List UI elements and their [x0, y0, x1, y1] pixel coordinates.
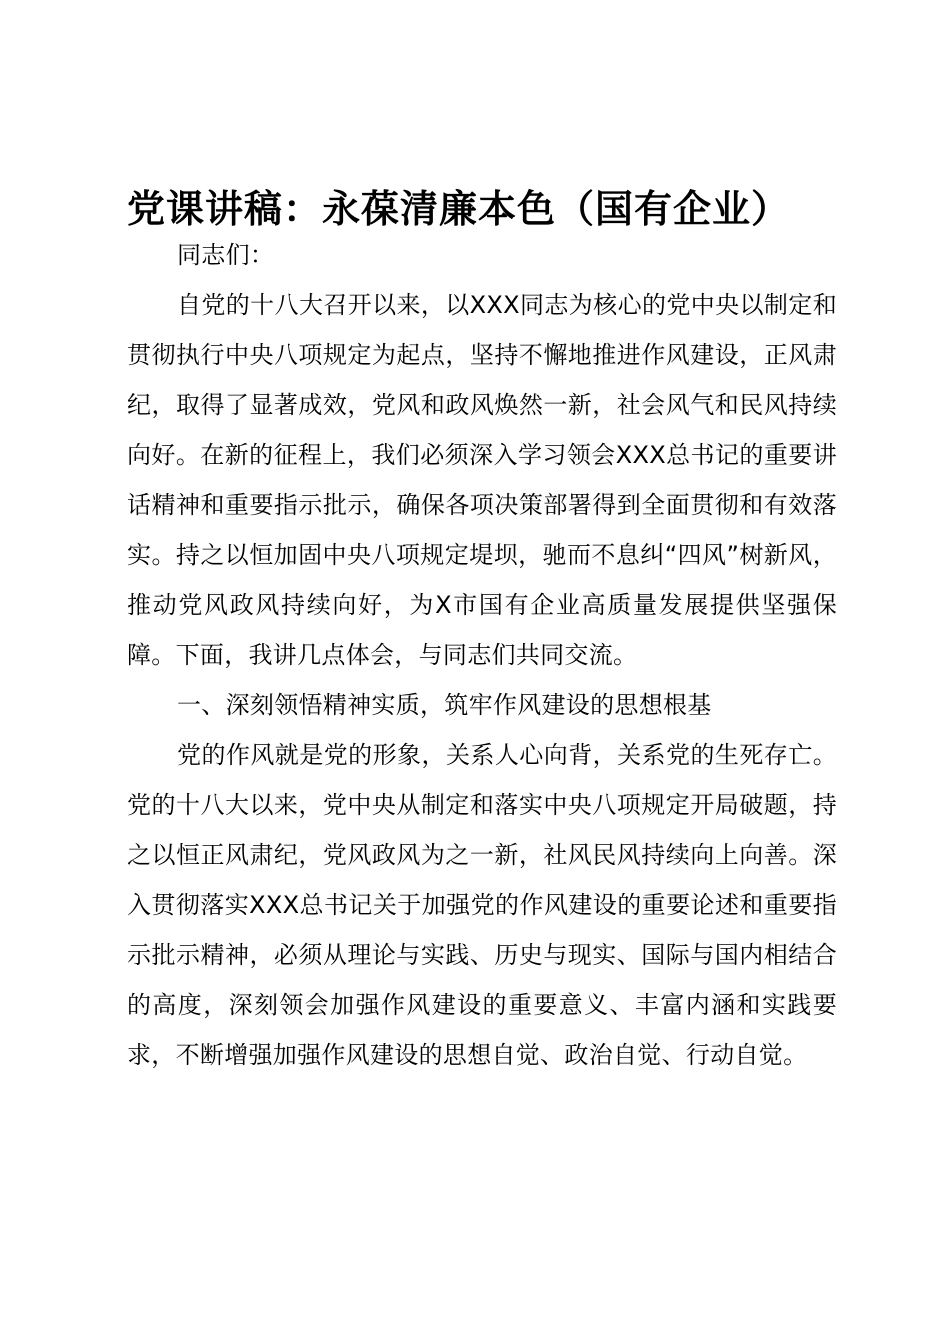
- document-title: 党课讲稿：永葆清廉本色（国有企业）: [127, 187, 791, 231]
- paragraph-intro: 自党的十八大召开以来，以XXX同志为核心的党中央以制定和贯彻执行中央八项规定为起点，坚持不懈地推进作风建设，正风肃纪，取得了显著成效，党风和政风焕然一新，社会风气和民风持续向好。在新的征程上，我们必须深入学习领会XXX总书记的重要讲话精神和重要指示批示，确保各项决策部署得到全面贯彻和有效落实。持之以恒加固中央八项规定堤坝，驰而不息纠“四风”树新风，推动党风政风持续向好，为X市国有企业高质量发展提供坚强保障。下面，我讲几点体会，与同志们共同交流。: [127, 291, 837, 669]
- document-body: [127, 230, 837, 1080]
- section-heading-1: 一、深刻领悟精神实质，筑牢作风建设的思想根基: [177, 691, 712, 719]
- paragraph-section-1: 党的作风就是党的形象，关系人心向背，关系党的生死存亡。党的十八大以来，党中央从制定和落实中央八项规定开局破题，持之以恒正风肃纪，党风政风为之一新，社风民风持续向上向善。深入贯彻落实XXX总书记关于加强党的作风建设的重要论述和重要指示批示精神，必须从理论与实践、历史与现实、国际与国内相结合的高度，深刻领会加强作风建设的重要意义、丰富内涵和实践要求，不断增强加强作风建设的思想自觉、政治自觉、行动自觉。: [127, 741, 837, 1069]
- salutation: 同志们：: [177, 241, 275, 269]
